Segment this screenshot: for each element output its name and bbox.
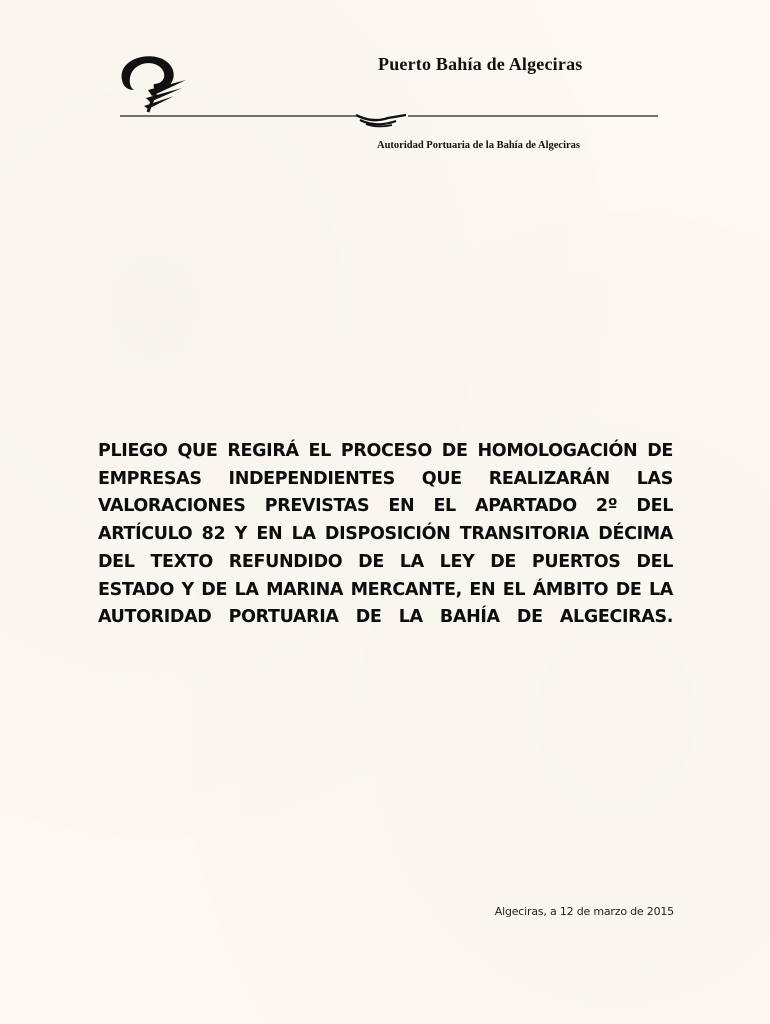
title-line-3: VALORACIONES PREVISTAS EN EL APARTADO 2º DEL <box>98 496 673 517</box>
wave-rule-icon <box>120 114 658 128</box>
title-line-7: AUTORIDAD PORTUARIA DE LA BAHÍA DE ALGECIRAS. <box>98 607 673 628</box>
title-line-4: ARTÍCULO 82 Y EN LA DISPOSICIÓN TRANSITORIA DÉCIMA <box>98 524 673 545</box>
title-line-2: EMPRESAS INDEPENDIENTES QUE REALIZARÁN LAS <box>98 468 673 489</box>
organization-subtitle: Autoridad Portuaria de la Bahía de Algeciras <box>377 140 580 151</box>
title-line-1: PLIEGO QUE REGIRÁ EL PROCESO DE HOMOLOGACIÓN DE <box>98 441 673 461</box>
title-line-6: ESTADO Y DE LA MARINA MERCANTE, EN EL ÁMBITO DE LA <box>98 579 673 600</box>
organization-name: Puerto Bahía de Algeciras <box>378 54 583 74</box>
document-date: Algeciras, a 12 de marzo de 2015 <box>494 905 674 918</box>
wave-logo-icon <box>112 50 196 114</box>
document-title <box>98 438 673 632</box>
title-line-5: DEL TEXTO REFUNDIDO DE LA LEY DE PUERTOS DEL <box>98 551 673 572</box>
